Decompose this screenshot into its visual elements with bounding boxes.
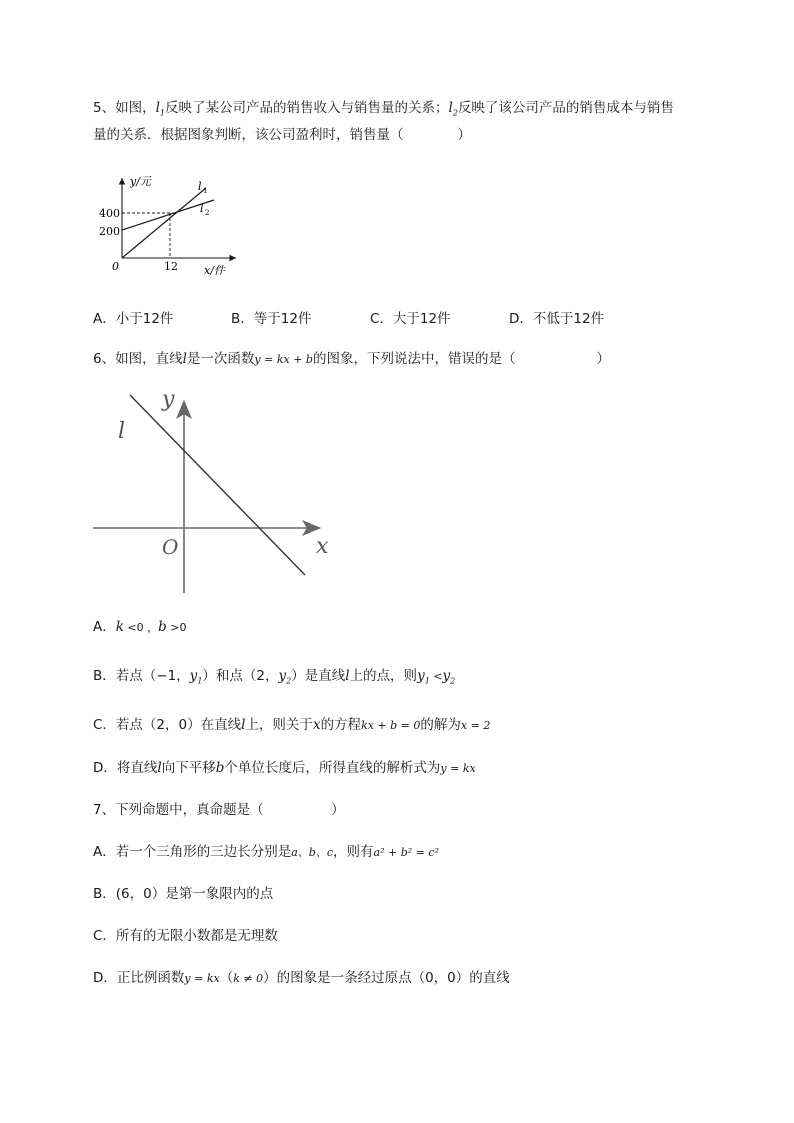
q6-y-label: y: [162, 387, 175, 412]
q6b-text-d: 上的点，则: [349, 668, 418, 684]
q7-option-b: B．(6，0）是第一象限内的点: [93, 886, 274, 902]
q7-option-c: C．所有的无限小数都是无理数: [93, 928, 278, 944]
q6c-l: l: [241, 717, 246, 733]
q6-l: l: [182, 351, 187, 367]
q6d-text-b: 向下平移: [161, 760, 216, 776]
q6-line-l: [130, 395, 305, 575]
q6b-y2: $y_2$: [278, 668, 292, 686]
q6-text-a: 6、如图，直线: [93, 351, 183, 367]
q6c-text-c: 的方程: [320, 717, 362, 733]
q6-option-d: [93, 758, 476, 779]
q5-text-b: 反映了某公司产品的销售收入与销售量的关系；: [165, 100, 449, 116]
q5-l1: $l_1$: [155, 100, 166, 118]
q6d-text-c: 个单位长度后，所得直线的解析式为: [224, 760, 441, 776]
q6d-l: l: [157, 760, 162, 776]
q5-text-a: 5、如图，: [93, 100, 156, 116]
q5-l1-label: l: [198, 180, 202, 193]
q6c-text-a: C．若点（2，0）在直线: [93, 717, 242, 733]
q5-origin: 0: [112, 260, 119, 273]
q6-graph: [90, 383, 350, 598]
q6a-text: A．: [93, 619, 116, 635]
q5-text-c: 反映了该公司产品的销售成本与销售: [457, 100, 674, 116]
q6a-k: k: [115, 619, 124, 635]
q7a-eq: a² + b² = c²: [373, 846, 439, 859]
q5-x-label: x/件: [204, 264, 225, 277]
q6d-b: b: [215, 760, 225, 776]
q6b-text-a: B．若点（−1，: [93, 668, 190, 684]
q6-x-label: x: [316, 534, 329, 559]
q6-option-a: [93, 617, 187, 638]
q7a-text-b: ，则有: [333, 844, 374, 860]
q6a-b: b: [158, 619, 167, 635]
q7-option-d: [93, 968, 510, 989]
q7d-eq: y = kx: [184, 972, 220, 985]
q7d-text-b: （: [219, 970, 234, 986]
q6c-eq: kx + b = 0: [361, 719, 421, 732]
q7d-cond: k ≠ 0: [233, 972, 264, 985]
q5-line-l1: [122, 188, 206, 258]
q7-option-a: [93, 842, 439, 863]
q6-text-c: 的图象，下列说法中，错误的是（ ）: [312, 351, 610, 367]
q7d-text-c: ）的图象是一条经过原点（0，0）的直线: [263, 970, 510, 986]
q6c-text-d: 的解为: [420, 717, 461, 733]
q7-stem: 7、下列命题中，真命题是（ ）: [93, 802, 345, 818]
q7a-vars: a、b、c: [291, 846, 334, 859]
q6b-text-b: ）和点（2，: [202, 668, 279, 684]
q6c-text-b: 上，则关于: [245, 717, 313, 733]
q6b-cmp: $y_1 <y_2$: [417, 668, 456, 686]
q6-option-b: [93, 666, 455, 692]
q6c-x: x: [312, 717, 321, 733]
q6-stem: [93, 349, 610, 370]
q5-stem-line2: 量的关系．根据图象判断，该公司盈利时，销售量（ ）: [93, 127, 471, 143]
q6a-gt: >0: [166, 621, 187, 634]
q6-origin: O: [162, 535, 179, 559]
q6-l-label: l: [118, 419, 126, 444]
q6d-eq: y = kx: [440, 762, 476, 775]
q6c-sol: x = 2: [460, 719, 491, 732]
q7d-text-a: D．正比例函数: [93, 970, 185, 986]
q5-l2-label-sub: 2: [205, 209, 210, 217]
q6b-l: l: [345, 668, 350, 684]
q6a-lt: <0 ，: [123, 621, 159, 634]
q5-tick-12: 12: [164, 260, 178, 273]
q6b-text-c: ）是直线: [291, 668, 346, 684]
q6-text-b: 是一次函数: [186, 351, 255, 367]
q5-option-c: C．大于12件: [370, 311, 451, 327]
q5-l2: $l_2$: [448, 100, 458, 118]
q5-option-b: B．等于12件: [231, 311, 312, 327]
q5-stem-line1: [93, 98, 674, 124]
q5-l1-label-sub: 1: [203, 187, 208, 195]
q5-option-a: A．小于12件: [93, 311, 174, 327]
q5-graph: [96, 170, 266, 280]
q6-func: y = kx + b: [254, 353, 313, 366]
q6d-text-a: D．将直线: [93, 760, 158, 776]
q5-l2-label: l: [200, 202, 204, 215]
q6b-y1: $y_1$: [189, 668, 203, 686]
q7a-text-a: A．若一个三角形的三边长分别是: [93, 844, 292, 860]
q5-tick-200: 200: [99, 225, 120, 238]
q6-option-c: [93, 715, 490, 736]
q5-tick-400: 400: [99, 207, 120, 220]
q5-y-label: y/元: [130, 175, 151, 188]
q5-option-d: D．不低于12件: [509, 311, 605, 327]
